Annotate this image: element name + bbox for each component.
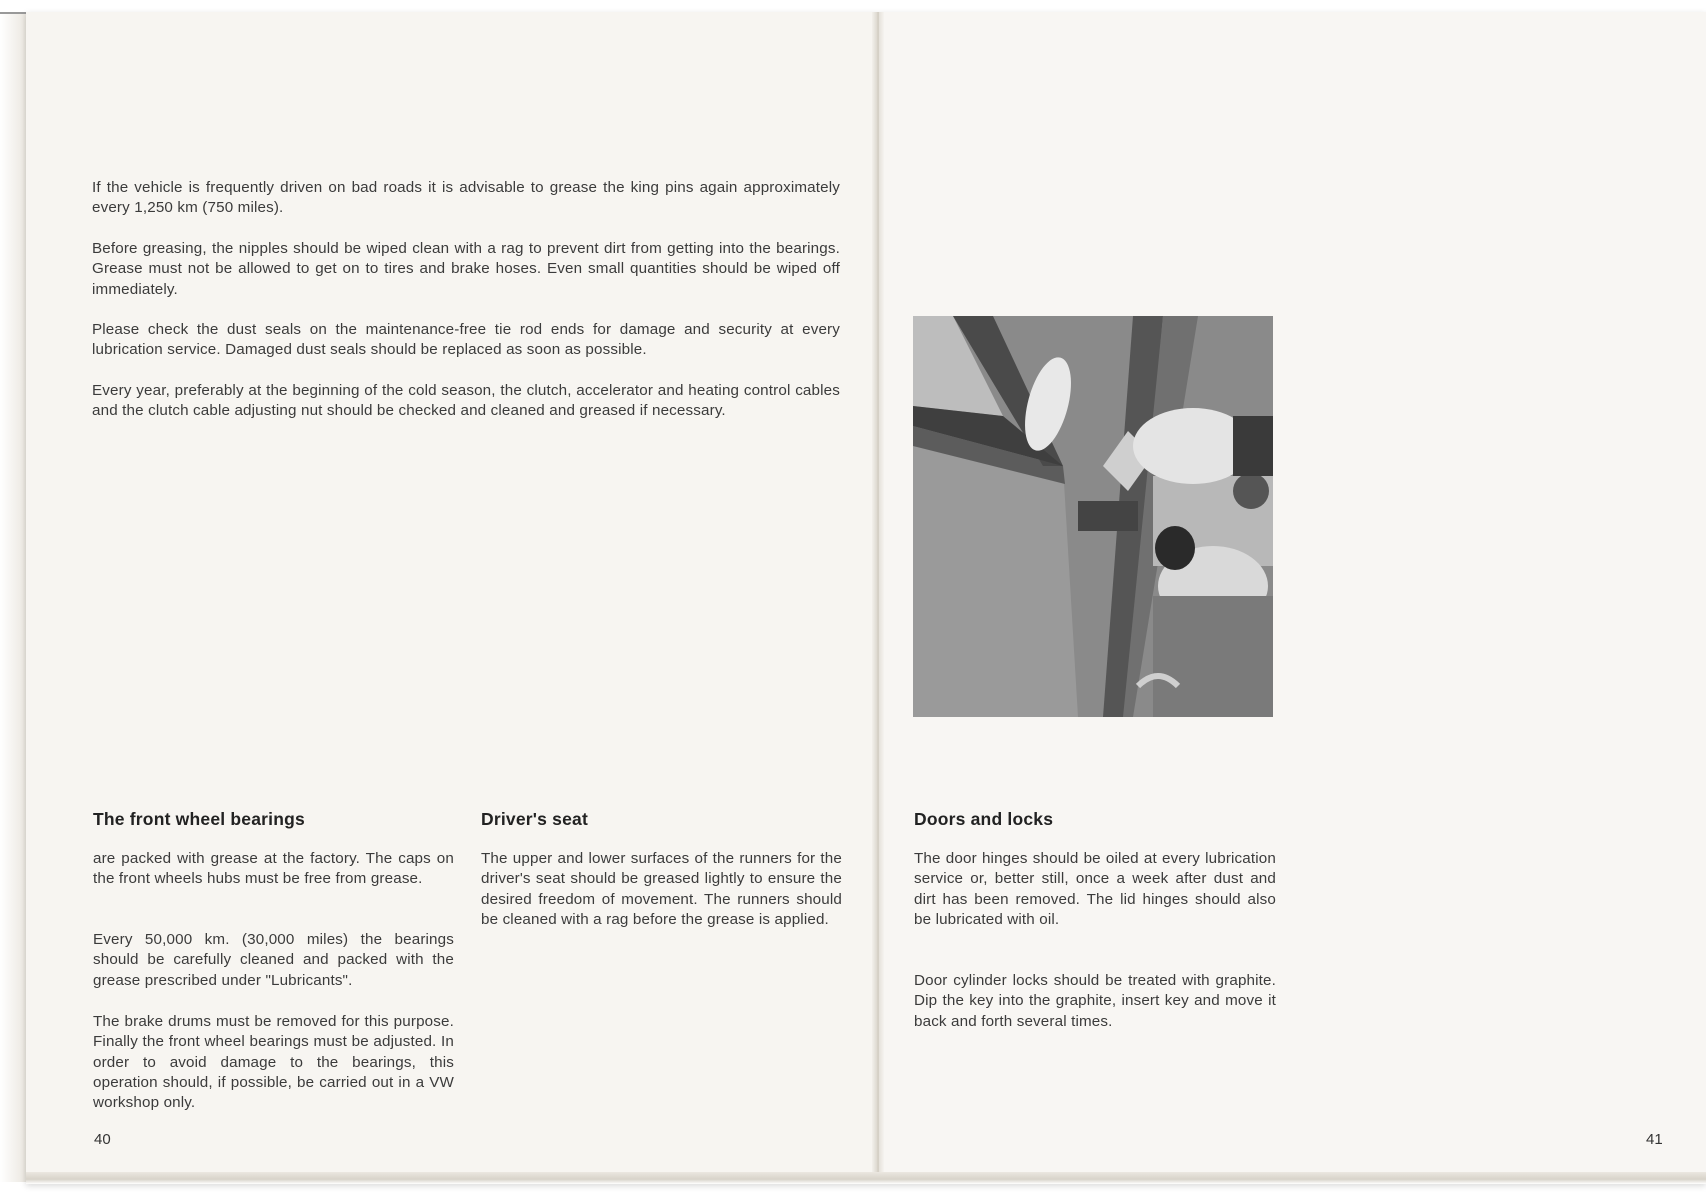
paragraph-king-pins: If the vehicle is frequently driven on bad roads it is advisable to grease the king pins again approximately every 1,250 km (750 miles). <box>92 179 840 217</box>
heading-front-wheel-bearings: The front wheel bearings <box>93 809 305 829</box>
paragraph-bearings-interval: Every 50,000 km. (30,000 miles) the bearings should be carefully cleaned and packed with the grease prescribed under "Lubricants". <box>93 931 454 989</box>
paragraph-dust-seals: Please check the dust seals on the maintenance-free tie rod ends for damage and security at every lubrication service. Damaged dust seals should be replaced as soon as possible. <box>92 321 840 359</box>
book-gutter <box>872 12 884 1184</box>
book-bottom-edge <box>26 1172 1706 1184</box>
paragraph-greasing-nipples: Before greasing, the nipples should be wiped clean with a rag to prevent dirt from getting into the bearings. Grease must not be allowed to get on to tires and brake hoses. Even small quantities should be wiped off immediately. <box>92 240 840 298</box>
door-hinge-illustration <box>913 316 1273 717</box>
heading-drivers-seat: Driver's seat <box>481 809 588 829</box>
page-number-right: 41 <box>1646 1131 1663 1148</box>
paragraph-door-hinges: The door hinges should be oiled at every lubrication service or, better still, once a week after dust and dirt has been removed. The lid hinges should also be lubricated with oil. <box>914 850 1276 928</box>
paragraph-bearings-packed: are packed with grease at the factory. The caps on the front wheels hubs must be free from grease. <box>93 850 454 888</box>
paragraph-control-cables: Every year, preferably at the beginning of the cold season, the clutch, accelerator and heating control cables and the clutch cable adjusting nut should be checked and cleaned and greased if necessary. <box>92 382 840 420</box>
paragraph-door-cylinder-locks: Door cylinder locks should be treated with graphite. Dip the key into the graphite, insert key and move it back and forth several times. <box>914 972 1276 1030</box>
door-hinge-oiling-photo <box>913 316 1273 717</box>
page-number-left: 40 <box>94 1131 111 1148</box>
paragraph-seat-runners: The upper and lower surfaces of the runners for the driver's seat should be greased lightly to ensure the desired freedom of movement. The runners should be cleaned with a rag before the grease is applied. <box>481 850 842 928</box>
paragraph-brake-drums: The brake drums must be removed for this purpose. Finally the front wheel bearings must be adjusted. In order to avoid damage to the bearings, this operation should, if possible, be carried out in a VW workshop only. <box>93 1013 454 1112</box>
heading-doors-and-locks: Doors and locks <box>914 809 1054 829</box>
